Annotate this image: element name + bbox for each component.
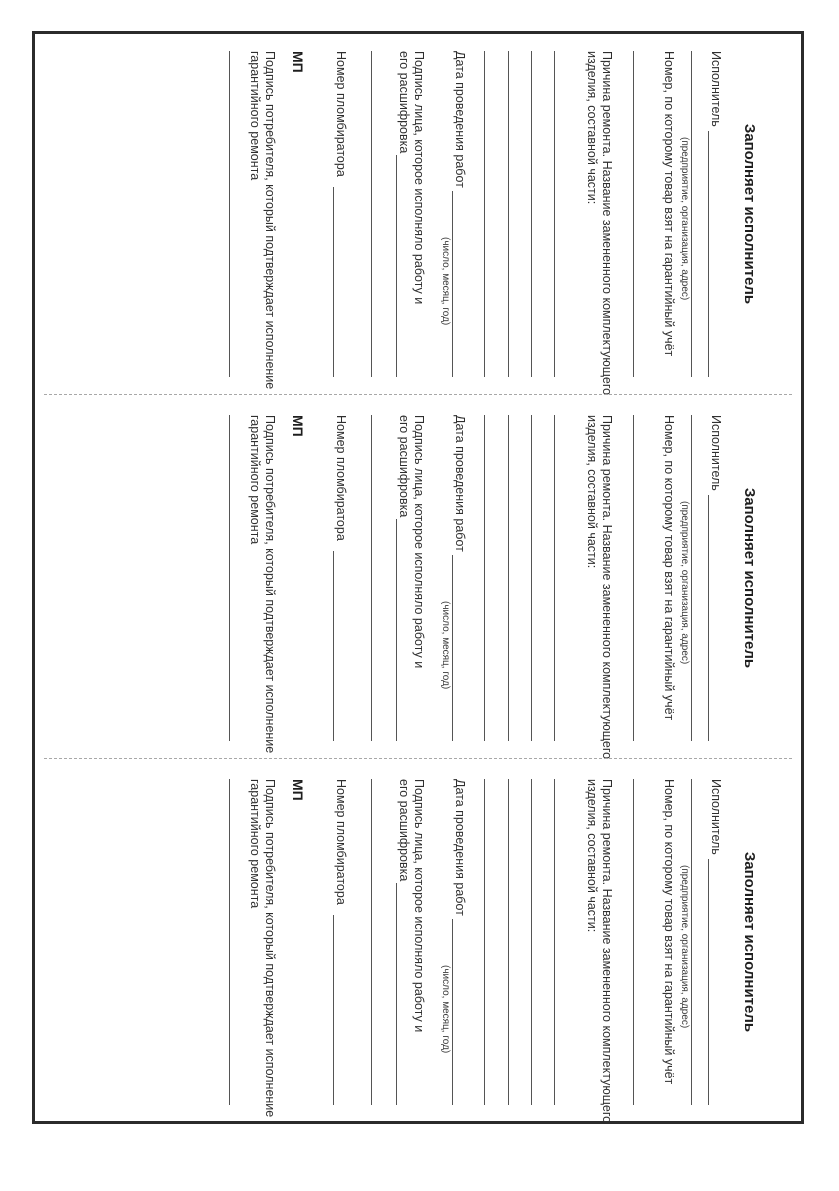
consumer-signature-label-line-2: гарантийного ремонта xyxy=(248,51,262,181)
consumer-signature-label-line-2: гарантийного ремонта xyxy=(248,415,262,545)
panel-title: Заполняет исполнитель xyxy=(741,487,758,669)
executor-signature-label-line-1: Подпись лица, которое исполняло работу и xyxy=(412,779,426,1033)
repair-reason-line-4[interactable] xyxy=(484,779,485,1105)
warranty-number-label: Номер, по которому товар взят на гарантийный учёт xyxy=(662,415,676,721)
executor-field-line-2[interactable] xyxy=(691,51,692,377)
work-date-label: Дата проведения работ xyxy=(453,415,467,552)
sealer-number-field[interactable] xyxy=(333,187,334,377)
repair-reason-line-2[interactable] xyxy=(531,415,532,741)
sealer-number-field[interactable] xyxy=(333,551,334,741)
executor-signature-label-line-1: Подпись лица, которое исполняло работу и xyxy=(412,415,426,669)
consumer-signature-label-line-1: Подпись потребителя, который подтверждает исполнение xyxy=(263,51,277,390)
coupon-panel-1 xyxy=(32,31,804,395)
executor-hint: (предприятие, организация, адрес) xyxy=(679,865,690,1029)
warranty-number-field[interactable] xyxy=(633,415,634,741)
repair-reason-line-1[interactable] xyxy=(554,415,555,741)
consumer-signature-label-line-1: Подпись потребителя, который подтверждает исполнение xyxy=(263,415,277,754)
repair-reason-line-4[interactable] xyxy=(484,51,485,377)
executor-signature-field[interactable] xyxy=(396,155,397,377)
stamp-place-label: МП xyxy=(290,779,306,801)
repair-reason-label-line-2: изделия, составной части: xyxy=(585,779,599,933)
executor-signature-label-line-2: его расшифровка xyxy=(397,51,411,154)
work-date-hint: (число, месяц, год) xyxy=(440,965,451,1054)
repair-reason-line-3[interactable] xyxy=(508,51,509,377)
repair-reason-line-3[interactable] xyxy=(508,415,509,741)
executor-signature-line-2[interactable] xyxy=(371,415,372,741)
executor-field[interactable] xyxy=(708,495,709,741)
sealer-number-label: Номер пломбиратора xyxy=(334,779,348,905)
executor-field[interactable] xyxy=(708,131,709,377)
stamp-place-label: МП xyxy=(290,415,306,437)
panel-title: Заполняет исполнитель xyxy=(741,123,758,305)
consumer-signature-field[interactable] xyxy=(229,415,230,741)
repair-reason-line-2[interactable] xyxy=(531,51,532,377)
consumer-signature-label-line-1: Подпись потребителя, который подтверждает исполнение xyxy=(263,779,277,1118)
warranty-number-field[interactable] xyxy=(633,779,634,1105)
warranty-number-field[interactable] xyxy=(633,51,634,377)
executor-hint: (предприятие, организация, адрес) xyxy=(679,137,690,301)
executor-signature-line-2[interactable] xyxy=(371,51,372,377)
work-date-field[interactable] xyxy=(452,191,453,377)
repair-reason-line-4[interactable] xyxy=(484,415,485,741)
executor-signature-label-line-2: его расшифровка xyxy=(397,415,411,518)
warranty-form-rotated xyxy=(32,31,804,1124)
stamp-place-label: МП xyxy=(290,51,306,73)
executor-signature-line-2[interactable] xyxy=(371,779,372,1105)
work-date-label: Дата проведения работ xyxy=(453,779,467,916)
repair-reason-label-line-2: изделия, составной части: xyxy=(585,51,599,205)
executor-field-line-2[interactable] xyxy=(691,415,692,741)
sealer-number-label: Номер пломбиратора xyxy=(334,415,348,541)
consumer-signature-field[interactable] xyxy=(229,779,230,1105)
executor-signature-field[interactable] xyxy=(396,883,397,1105)
sealer-number-field[interactable] xyxy=(333,915,334,1105)
executor-label: Исполнитель xyxy=(709,51,723,127)
work-date-hint: (число, месяц, год) xyxy=(440,237,451,326)
panel-title: Заполняет исполнитель xyxy=(741,851,758,1033)
consumer-signature-field[interactable] xyxy=(229,51,230,377)
work-date-hint: (число, месяц, год) xyxy=(440,601,451,690)
executor-signature-field[interactable] xyxy=(396,519,397,741)
repair-reason-label-line-1: Причина ремонта. Название замененного комплектующего xyxy=(600,51,614,396)
repair-reason-label-line-1: Причина ремонта. Название замененного комплектующего xyxy=(600,415,614,760)
repair-reason-label-line-1: Причина ремонта. Название замененного комплектующего xyxy=(600,779,614,1124)
coupon-panel-3 xyxy=(32,759,804,1123)
repair-reason-line-1[interactable] xyxy=(554,779,555,1105)
consumer-signature-label-line-2: гарантийного ремонта xyxy=(248,779,262,909)
executor-label: Исполнитель xyxy=(709,779,723,855)
work-date-field[interactable] xyxy=(452,919,453,1105)
executor-hint: (предприятие, организация, адрес) xyxy=(679,501,690,665)
executor-field[interactable] xyxy=(708,859,709,1105)
executor-signature-label-line-1: Подпись лица, которое исполняло работу и xyxy=(412,51,426,305)
warranty-number-label: Номер, по которому товар взят на гарантийный учёт xyxy=(662,779,676,1085)
repair-reason-line-1[interactable] xyxy=(554,51,555,377)
executor-signature-label-line-2: его расшифровка xyxy=(397,779,411,882)
work-date-label: Дата проведения работ xyxy=(453,51,467,188)
executor-label: Исполнитель xyxy=(709,415,723,491)
work-date-field[interactable] xyxy=(452,555,453,741)
repair-reason-label-line-2: изделия, составной части: xyxy=(585,415,599,569)
executor-field-line-2[interactable] xyxy=(691,779,692,1105)
warranty-number-label: Номер, по которому товар взят на гарантийный учёт xyxy=(662,51,676,357)
coupon-panel-2 xyxy=(32,395,804,759)
sealer-number-label: Номер пломбиратора xyxy=(334,51,348,177)
repair-reason-line-2[interactable] xyxy=(531,779,532,1105)
repair-reason-line-3[interactable] xyxy=(508,779,509,1105)
